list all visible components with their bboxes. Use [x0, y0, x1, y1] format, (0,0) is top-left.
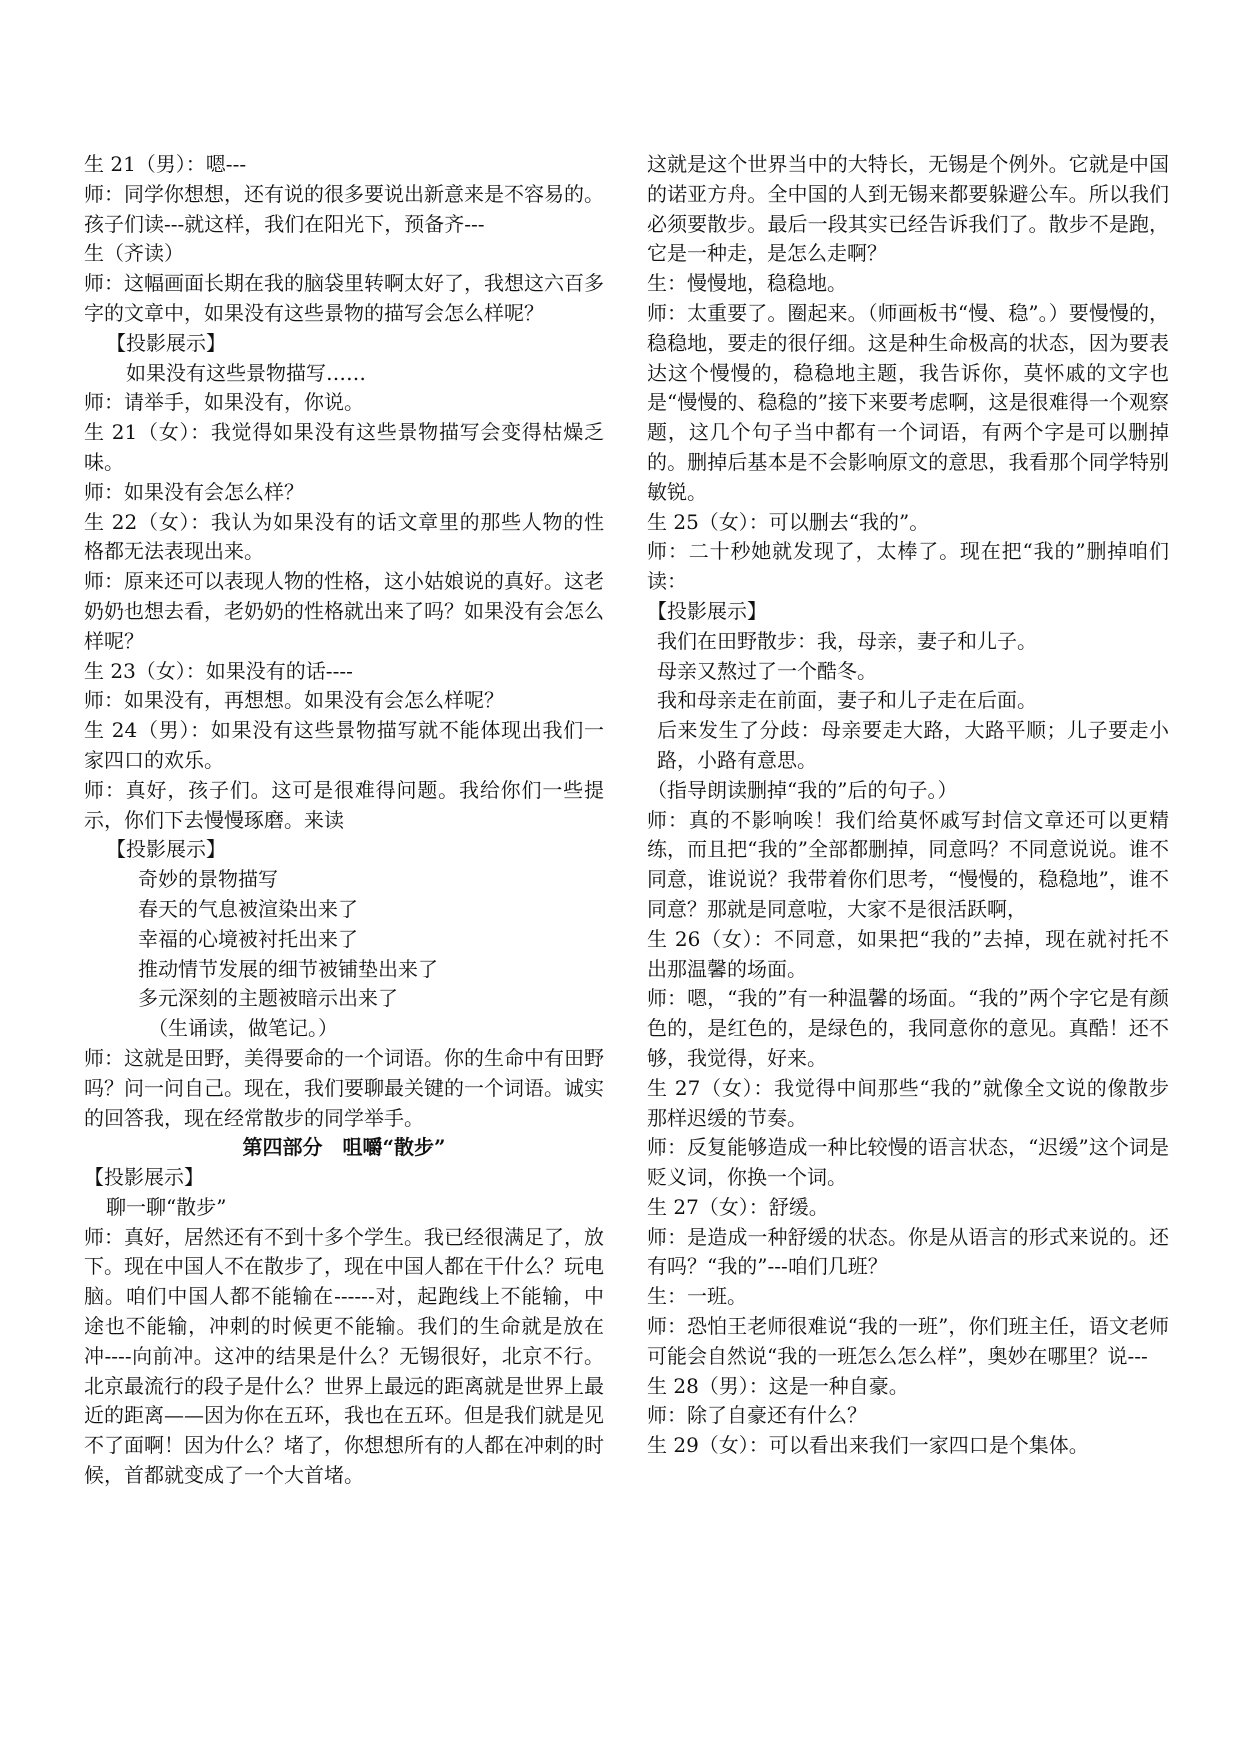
dialogue-line: 生 25（女）：可以删去“我的”。 [647, 509, 930, 534]
dialogue-line: 师：如果没有，再想想。如果没有会怎么样呢？ [84, 688, 504, 713]
dialogue-line: 师：反复能够造成一种比较慢的语言状态，“迟缓”这个词是贬义词，你换一个词。 [647, 1135, 1169, 1190]
dialogue-line: 师：同学你想想，还有说的很多要说出新意来是不容易的。孩子们读---就这样，我们在阳光下，预备齐--- [84, 181, 604, 236]
dialogue-line: 师：太重要了。圈起来。（师画板书“慢、稳”。）要慢慢的，稳稳地，要走的很仔细。这是种生命极高的状态，因为要表达这个慢慢的，稳稳地主题，我告诉你，莫怀戚的文字也是“慢慢的、稳稳的”接下来要考虑啊，这是很难得一个观察题，这几个句子当中都有一个词语，有两个字是可以删掉的。删掉后基本是不会影响原文的意思，我看那个同学特别敏锐。 [647, 300, 1169, 504]
dialogue-line: 生：慢慢地，稳稳地。 [647, 271, 847, 296]
dialogue-line: 生：一班。 [647, 1284, 747, 1309]
dialogue-line: 师：除了自豪还有什么？ [647, 1403, 867, 1428]
projection-text: 幸福的心境被衬托出来了 [138, 926, 358, 951]
dialogue-line: 师：恐怕王老师很难说“我的一班”，你们班主任，语文老师可能会自然说“我的一班怎么怎么样”，奥妙在哪里？说--- [647, 1314, 1169, 1368]
right-column [647, 150, 1169, 1461]
left-column [84, 150, 604, 1491]
projection-label: 【投影展示】 [106, 837, 226, 862]
projection-text: 我和母亲走在前面，妻子和儿子走在后面。 [657, 688, 1037, 713]
dialogue-line: 师：这就是田野，美得要命的一个词语。你的生命中有田野吗？问一问自己。现在，我们要聊最关键的一个词语。诚实的回答我，现在经常散步的同学举手。 [84, 1045, 604, 1130]
projection-text: 后来发生了分歧：母亲要走大路，大路平顺；儿子要走小路，小路有意思。 [657, 718, 1169, 772]
dialogue-line: 生 28（男）：这是一种自豪。 [647, 1373, 909, 1398]
projection-text: 奇妙的景物描写 [138, 867, 278, 892]
dialogue-line: 生 26（女）：不同意，如果把“我的”去掉，现在就衬托不出那温馨的场面。 [647, 926, 1169, 981]
dialogue-line: 生 21（男）：嗯--- [84, 152, 247, 176]
dialogue-line: 师：真好，孩子们。这可是很难得问题。我给你们一些提示，你们下去慢慢琢磨。来读 [84, 777, 604, 832]
projection-label: 【投影展示】 [647, 598, 767, 623]
stage-direction: （指导朗读删掉“我的”后的句子。） [647, 777, 958, 802]
dialogue-line: 生 27（女）：舒缓。 [647, 1194, 829, 1219]
dialogue-line: 师：真好，居然还有不到十多个学生。我已经很满足了，放下。现在中国人不在散步了，现在中国人都在干什么？玩电脑。咱们中国人都不能输在------对，起跑线上不能输，中途也不能输，冲刺的时候更不能输。我们的生命就是放在冲----向前冲。这冲的结果是什么？无锡很好，北京不行。北京最流行的段子是什么？世界上最远的距离就是世界上最近的距离——因为你在五环，我也在五环。但是我们就是见不了面啊！因为什么？堵了，你想想所有的人都在冲刺的时候，首都就变成了一个大首堵。 [84, 1224, 604, 1488]
projection-text: 我们在田野散步：我，母亲，妻子和儿子。 [657, 628, 1037, 653]
dialogue-line: 师：二十秒她就发现了，太棒了。现在把“我的”删掉咱们读： [647, 539, 1169, 594]
dialogue-line: 生（齐读） [84, 241, 184, 266]
stage-direction: （生诵读，做笔记。） [148, 1016, 338, 1041]
dialogue-line: 师：请举手，如果没有，你说。 [84, 390, 364, 415]
dialogue-line: 师：这幅画面长期在我的脑袋里转啊太好了，我想这六百多字的文章中，如果没有这些景物的描写会怎么样呢？ [84, 271, 604, 325]
projection-text: 多元深刻的主题被暗示出来了 [138, 986, 398, 1011]
dialogue-line: 生 23（女）：如果没有的话---- [84, 658, 353, 683]
section-heading: 第四部分 咀嚼“散步” [242, 1135, 446, 1160]
projection-text: 聊一聊“散步” [106, 1194, 227, 1219]
dialogue-line: 生 21（女）：我觉得如果没有这些景物描写会变得枯燥乏味。 [84, 420, 604, 474]
dialogue-line: 师：真的不影响唉！我们给莫怀戚写封信文章还可以更精练，而且把“我的”全部都删掉，同意吗？不同意说说。谁不同意，谁说说？我带着你们思考，“慢慢的，稳稳地”，谁不同意？那就是同意啦，大家不是很活跃啊， [647, 807, 1169, 921]
dialogue-line: 这就是这个世界当中的大特长，无锡是个例外。它就是中国的诺亚方舟。全中国的人到无锡来都要躲避公车。所以我们必须要散步。最后一段其实已经告诉我们了。散步不是跑，它是一种走，是怎么走啊？ [647, 152, 1169, 266]
projection-label: 【投影展示】 [84, 1165, 204, 1190]
projection-text: 推动情节发展的细节被铺垫出来了 [138, 956, 438, 981]
dialogue-line: 生 29（女）：可以看出来我们一家四口是个集体。 [647, 1433, 1089, 1458]
projection-text: 春天的气息被渲染出来了 [138, 896, 358, 921]
dialogue-line: 师：如果没有会怎么样？ [84, 479, 304, 504]
dialogue-line: 师：是造成一种舒缓的状态。你是从语言的形式来说的。还有吗？“我的”---咱们几班？ [647, 1224, 1169, 1279]
dialogue-line: 师：原来还可以表现人物的性格，这小姑娘说的真好。这老奶奶也想去看，老奶奶的性格就出来了吗？如果没有会怎么样呢？ [84, 569, 604, 653]
projection-text: 如果没有这些景物描写…… [126, 360, 366, 385]
dialogue-line: 师：嗯，“我的”有一种温馨的场面。“我的”两个字它是有颜色的，是红色的，是绿色的，我同意你的意见。真酷！还不够，我觉得，好来。 [647, 986, 1169, 1070]
dialogue-line: 生 22（女）：我认为如果没有的话文章里的那些人物的性格都无法表现出来。 [84, 509, 604, 564]
dialogue-line: 生 24（男）：如果没有这些景物描写就不能体现出我们一家四口的欢乐。 [84, 718, 604, 772]
projection-text: 母亲又熬过了一个酷冬。 [657, 658, 877, 683]
dialogue-line: 生 27（女）：我觉得中间那些“我的”就像全文说的像散步那样迟缓的节奏。 [647, 1075, 1169, 1130]
projection-label: 【投影展示】 [106, 330, 226, 355]
